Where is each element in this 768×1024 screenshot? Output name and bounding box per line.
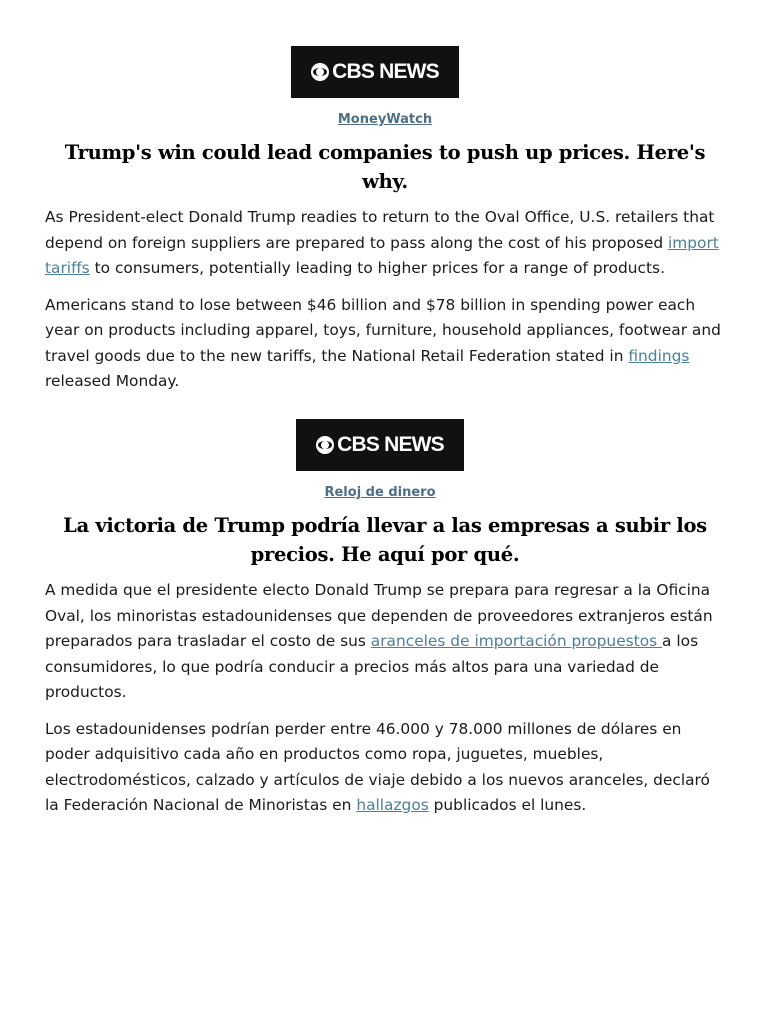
paragraph-text: publicados el lunes. — [428, 796, 587, 814]
paragraph-1 — [45, 578, 725, 706]
paragraph-text: to consumers, potentially leading to higher prices for a range of products. — [89, 259, 665, 277]
cbs-eye-icon — [311, 63, 329, 81]
paragraph-2 — [45, 293, 725, 395]
aranceles-link[interactable]: aranceles de importación propuestos — [370, 632, 663, 650]
paragraph-text: released Monday. — [45, 372, 180, 390]
paragraph-2 — [45, 717, 725, 819]
headline: La victoria de Trump podría llevar a las empresas a subir los precios. He aquí por qué. — [63, 514, 707, 566]
logo-text: CBS NEWS — [337, 433, 444, 456]
import-tariffs-link[interactable]: import tariffs — [45, 233, 719, 277]
section-link-reloj-de-dinero[interactable]: Reloj de dinero — [324, 485, 436, 500]
cbs-news-logo[interactable] — [291, 46, 459, 98]
paragraph-text: a los consumidores, lo que podría conducir a precios más altos para una variedad de productos. — [45, 632, 699, 701]
findings-link[interactable]: findings — [628, 346, 690, 365]
paragraph-1 — [45, 205, 725, 282]
headline: Trump's win could lead companies to push up prices. Here's why. — [64, 141, 706, 193]
paragraph-text: As President-elect Donald Trump readies to return to the Oval Office, U.S. retailers that depend on foreign suppliers are prepared to pass along the cost of his proposed — [45, 208, 715, 252]
paragraph-text: Los estadounidenses podrían perder entre 46.000 y 78.000 millones de dólares en poder adquisitivo cada año en productos como ropa, juguetes, muebles, electrodomésticos, calzado y artículos de viaje debido a los nuevos aranceles, declaró la Federación Nacional de Minoristas en — [45, 719, 710, 814]
logo-text: CBS NEWS — [332, 60, 439, 83]
paragraph-text: A medida que el presidente electo Donald Trump se prepara para regresar a la Oficina Oval, los minoristas estadounidenses que dependen de proveedores extranjeros están preparados para trasladar el costo de sus — [45, 581, 713, 650]
article-spanish — [45, 419, 725, 819]
article-english — [45, 46, 725, 395]
hallazgos-link[interactable]: hallazgos — [356, 796, 429, 814]
section-link-moneywatch[interactable]: MoneyWatch — [337, 112, 433, 127]
cbs-eye-icon — [316, 436, 334, 454]
cbs-news-logo[interactable] — [296, 419, 464, 471]
paragraph-text: Americans stand to lose between $46 billion and $78 billion in spending power each year on products including apparel, toys, furniture, household appliances, footwear and travel goods due to the new tariffs, the National Retail Federation stated in — [45, 295, 721, 365]
